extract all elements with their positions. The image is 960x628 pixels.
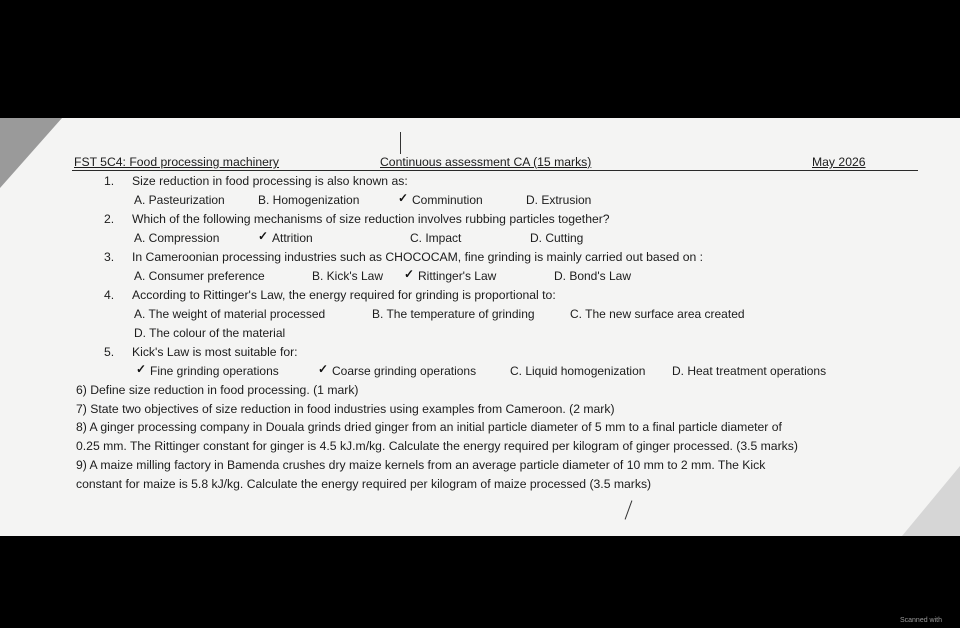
option-d: D. The colour of the material: [134, 326, 286, 340]
option-b: B. Kick's Law: [312, 269, 383, 283]
option-b: B. The temperature of grinding: [372, 307, 535, 321]
folded-corner-bottom-right: [902, 466, 960, 536]
option-b: B. Homogenization: [258, 193, 360, 207]
course-title: FST 5C4: Food processing machinery: [74, 155, 280, 169]
option-a: A. Consumer preference: [134, 269, 265, 283]
exam-sheet: [0, 118, 960, 536]
exam-date: May 2026: [812, 155, 866, 169]
question-7: 7) State two objectives of size reduction in food industries using examples from Cameroon. (2 mark): [76, 402, 615, 416]
option-c: Rittinger's Law: [418, 269, 497, 283]
option-d: D. Extrusion: [526, 193, 592, 207]
pen-mark: [400, 132, 401, 154]
folded-corner-top-left: [0, 118, 62, 188]
question-text: In Cameroonian processing industries such as CHOCOCAM, fine grinding is mainly carried out based on :: [132, 250, 704, 264]
question-9-line-1: 9) A maize milling factory in Bamenda crushes dry maize kernels from an average particle diameter of 10 mm to 2 mm. The Kick: [76, 458, 766, 472]
pen-mark: [625, 500, 633, 519]
question-6: 6) Define size reduction in food processing. (1 mark): [76, 383, 359, 397]
option-a: A. Pasteurization: [134, 193, 225, 207]
header-rule: [72, 170, 918, 171]
scanner-watermark: Scanned with: [899, 617, 942, 624]
check-mark-icon: ✓: [258, 229, 269, 243]
question-text: Kick's Law is most suitable for:: [132, 345, 298, 359]
question-text: Which of the following mechanisms of size reduction involves rubbing particles together?: [132, 212, 610, 226]
option-c: C. Liquid homogenization: [510, 364, 646, 378]
question-text: According to Rittinger's Law, the energy required for grinding is proportional to:: [132, 288, 556, 302]
question-9-line-2: constant for maize is 5.8 kJ/kg. Calculate the energy required per kilogram of maize processed (3.5 marks): [76, 477, 652, 491]
check-mark-icon: ✓: [404, 267, 415, 281]
option-b: Attrition: [272, 231, 313, 245]
check-mark-icon: ✓: [136, 362, 147, 376]
option-d: D. Cutting: [530, 231, 584, 245]
option-a: A. The weight of material processed: [134, 307, 326, 321]
option-a: A. Compression: [134, 231, 220, 245]
question-8-line-2: 0.25 mm. The Rittinger constant for ginger is 4.5 kJ.m/kg. Calculate the energy required per kilogram of ginger processed. (3.5 marks): [76, 439, 798, 453]
question-text: Size reduction in food processing is also known as:: [132, 174, 408, 188]
check-mark-icon: ✓: [398, 191, 409, 205]
option-c: C. Impact: [410, 231, 462, 245]
question-number: 5.: [104, 345, 115, 359]
question-number: 3.: [104, 250, 115, 264]
question-number: 2.: [104, 212, 115, 226]
scan-border: [0, 536, 960, 628]
question-number: 4.: [104, 288, 115, 302]
check-mark-icon: ✓: [318, 362, 329, 376]
option-c: C. The new surface area created: [570, 307, 745, 321]
option-d: D. Bond's Law: [554, 269, 631, 283]
question-number: 1.: [104, 174, 115, 188]
option-d: D. Heat treatment operations: [672, 364, 827, 378]
assessment-title: Continuous assessment CA (15 marks): [380, 155, 592, 169]
option-c: Comminution: [412, 193, 483, 207]
question-8-line-1: 8) A ginger processing company in Douala grinds dried ginger from an initial particle diameter of 5 mm to a final particle diameter of: [76, 420, 782, 434]
option-b: Coarse grinding operations: [332, 364, 477, 378]
option-a: Fine grinding operations: [150, 364, 279, 378]
